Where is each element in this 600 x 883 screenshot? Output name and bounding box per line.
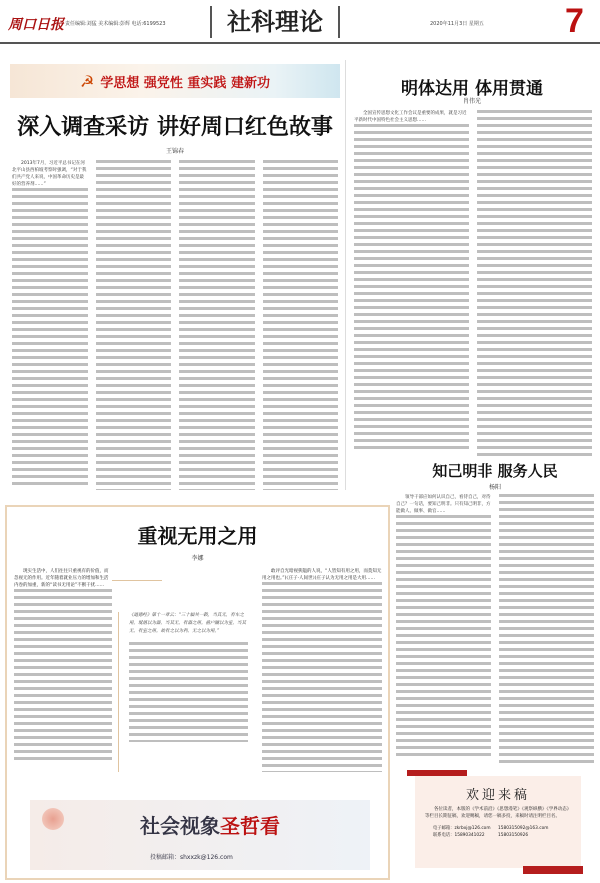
column-logo-title xyxy=(140,810,280,839)
welcome-body: 各位读者，本版的《学术前沿》《思想漫笔》《观察纵横》《学界动态》等栏目长期征稿，欢迎赐稿，请您一稿多投，来稿时请注明栏目名。 xyxy=(425,807,569,819)
text-block xyxy=(14,589,112,764)
party-emblem-icon: ☭ xyxy=(80,71,95,91)
text-block xyxy=(396,515,491,760)
text-block xyxy=(12,188,88,488)
welcome-submissions-box xyxy=(415,776,581,868)
article3-col3 xyxy=(262,568,382,793)
welcome-title: 欢迎来稿 xyxy=(465,788,530,803)
decor-ribbon xyxy=(523,866,583,874)
article2-author: 肖伟光 xyxy=(462,98,481,105)
article3-col1 xyxy=(14,568,112,793)
article4-body xyxy=(396,494,594,766)
logo-text-a: 社会 xyxy=(140,814,180,838)
article4-author: 杨阳 xyxy=(488,484,501,491)
page-number: 7 xyxy=(565,2,584,40)
text-block xyxy=(499,494,594,766)
email-primary: 电子邮箱：zkrbxj@126.com xyxy=(433,826,491,831)
article3-lead: 现实生活中，人们往往只重视有的价值，而忽视无的作用。近年随着就业压力的增加和生活内卷的加重，新的“读书无用论”不断干扰…… xyxy=(14,569,109,588)
section-title: 社科理论 xyxy=(210,6,340,38)
article1-author: 王锦春 xyxy=(165,148,184,155)
column-divider xyxy=(345,60,346,490)
phone-primary: 联系电话：15890341022 xyxy=(433,833,485,838)
newspaper-logo: 周口日报 xyxy=(8,17,64,33)
article1-title: 深入调查采访 讲好周口红色故事 xyxy=(17,114,333,140)
text-block xyxy=(477,110,592,460)
article3-title: 重视无用之用 xyxy=(137,524,258,548)
article2-title: 明体达用 体用贯通 xyxy=(401,79,543,99)
text-block xyxy=(179,160,255,490)
editor-info: 责任编辑:刘猛 美术编辑:彭辉 电话:6199523 xyxy=(65,21,166,27)
text-block xyxy=(96,160,172,490)
text-block xyxy=(263,160,339,490)
email-secondary: 1580315092@163.com xyxy=(498,826,549,831)
quote-box xyxy=(118,612,248,772)
issue-date: 2020年11月3日 星期五 xyxy=(430,21,484,27)
logo-text-b: 视象 xyxy=(180,814,220,838)
article1-body xyxy=(12,160,338,490)
submission-email: 投稿邮箱：shxxzk@126.com xyxy=(150,854,233,861)
article1-lead: 2013年7月，习近平总书记在河北平山县西柏坡考察时强调，“对于我们共产党人来说，中国革命历史是最好的营养剂……” xyxy=(12,161,87,187)
phone-secondary: 15803150926 xyxy=(498,833,529,838)
slogan-banner xyxy=(10,64,340,98)
article3-col3-lead: 敢评自光暗视狭隘的人说，“人皆知有用之用，而莫知无用之用也。”(《庄子·人间世》)庄子认为无用之用是大用…… xyxy=(262,569,382,581)
article2-body xyxy=(354,110,592,460)
text-block xyxy=(354,124,469,449)
sun-icon xyxy=(42,808,64,830)
quote-rule xyxy=(112,580,162,581)
text-block xyxy=(262,582,382,772)
quote-text: 《道德经》第十一章云：“三十辐共一毂，当其无，有车之用。埏埴以为器，当其无，有器之用。凿户牖以为室，当其无，有室之用。故有之以为利，无之以为用。” xyxy=(129,613,246,634)
article2-lead: 全国宣传思想文化工作会议是重要的成果，就是习近平新时代中国特色社会主义思想…… xyxy=(354,111,467,123)
article3-author: 李娜 xyxy=(191,555,204,562)
decor-ribbon xyxy=(407,770,467,776)
article4-lead: 领导干部应如何认识自己，看待自己，对待自己？一句话，要知己明非。只有知己明非，方能做人、做事、做官…… xyxy=(396,495,491,514)
text-block xyxy=(129,642,248,742)
column-logo xyxy=(30,800,370,870)
slogan-text: 学思想 强党性 重实践 建新功 xyxy=(100,75,270,91)
article4-title: 知己明非 服务人民 xyxy=(432,462,558,480)
header-rule xyxy=(0,42,600,44)
logo-text-c: 圣哲看 xyxy=(220,814,280,838)
